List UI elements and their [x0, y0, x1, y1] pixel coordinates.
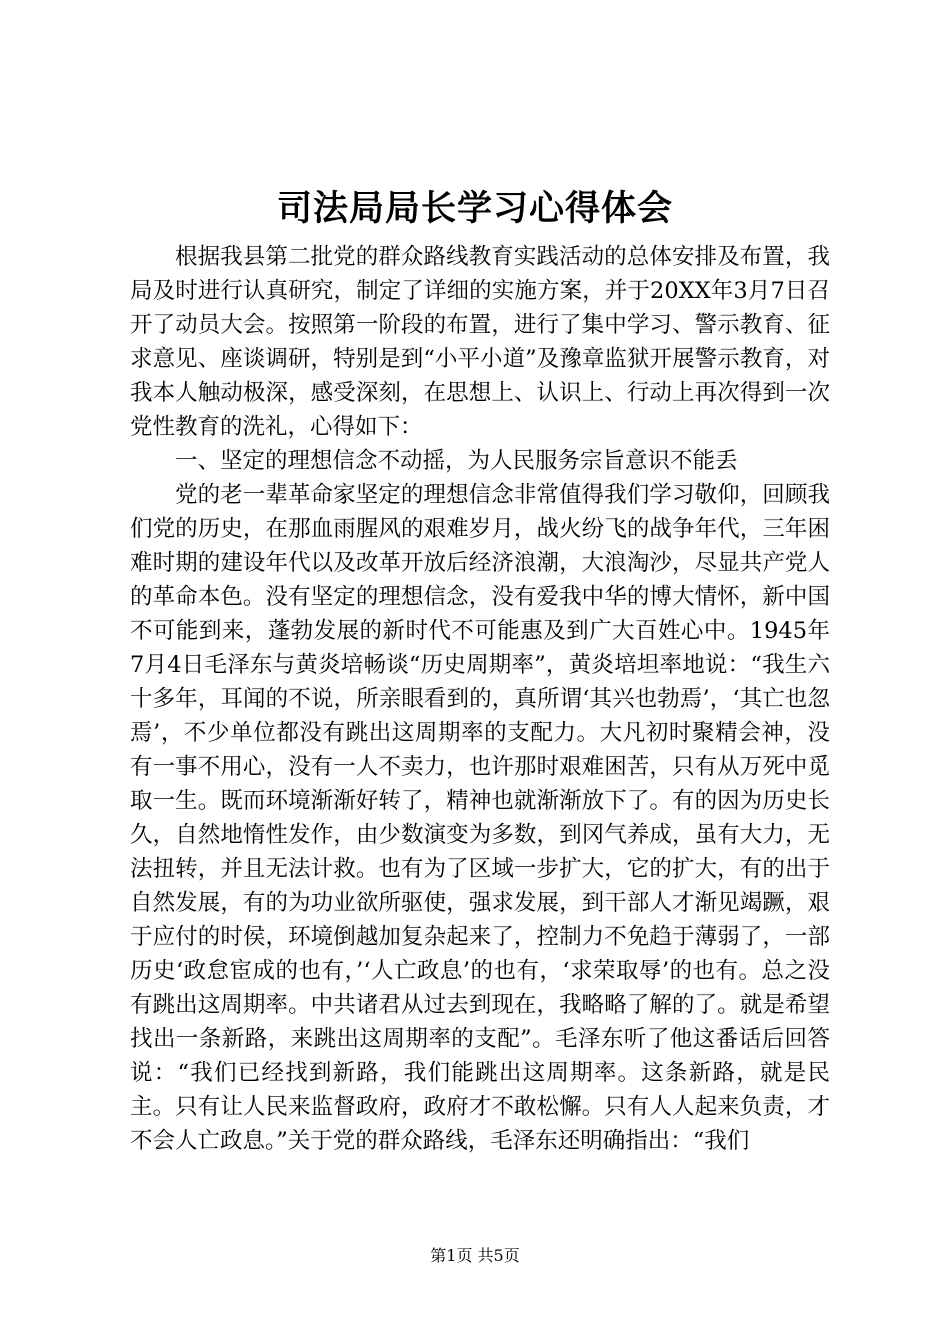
document-title: 司法局局长学习心得体会 — [276, 188, 673, 229]
paragraph-intro: 根据我县第二批党的群众路线教育实践活动的总体安排及布置，我局及时进行认真研究，制定了详细的实施方案，并于20XX年3月7日召开了动员大会。按照第一阶段的布置，进行了集中学习、警示教育、征求意见、座谈调研，特别是到“小平小道”及豫章监狱开展警示教育，对我本人触动极深，感受深刻，在思想上、认识上、行动上再次得到一次党性教育的洗礼，心得如下： — [130, 244, 830, 440]
document-body — [130, 240, 830, 1158]
page-footer: 第1页 共5页 — [430, 1246, 520, 1265]
section-heading-1: 一、坚定的理想信念不动摇，为人民服务宗旨意识不能丢 — [175, 448, 738, 474]
paragraph-section-1: 党的老一辈革命家坚定的理想信念非常值得我们学习敬仰，回顾我们党的历史，在那血雨腥风的艰难岁月，战火纷飞的战争年代，三年困难时期的建设年代以及改革开放后经济浪潮，大浪淘沙，尽显共产党人的革命本色。没有坚定的理想信念，没有爱我中华的博大情怀，新中国不可能到来，蓬勃发展的新时代不可能惠及到广大百姓心中。1945年7月4日毛泽东与黄炎培畅谈“历史周期率”，黄炎培坦率地说：“我生六十多年，耳闻的不说，所亲眼看到的，真所谓‘其兴也勃焉’，‘其亡也忽焉’，不少单位都没有跳出这周期率的支配力。大凡初时聚精会神，没有一事不用心，没有一人不卖力，也许那时艰难困苦，只有从万死中觅取一生。既而环境渐渐好转了，精神也就渐渐放下了。有的因为历史长久，自然地惰性发作，由少数演变为多数，到冈气养成，虽有大力，无法扭转，并且无法计救。也有为了区域一步扩大，它的扩大，有的出于自然发展，有的为功业欲所驱使，强求发展，到干部人才渐见竭蹶，艰于应付的时侯，环境倒越加复杂起来了，控制力不免趋于薄弱了，一部历史‘政怠宦成的也有，’‘人亡政息’的也有，‘求荣取辱’的也有。总之没有跳出这周期率。中共诸君从过去到现在，我略略了解的了。就是希望找出一条新路，来跳出这周期率的支配”。毛泽东听了他这番话后回答说：“我们已经找到新路，我们能跳出这周期率。这条新路，就是民主。只有让人民来监督政府，政府才不敢松懈。只有人人起来负责，才不会人亡政息。”关于党的群众路线，毛泽东还明确指出：“我们 — [130, 482, 830, 1154]
